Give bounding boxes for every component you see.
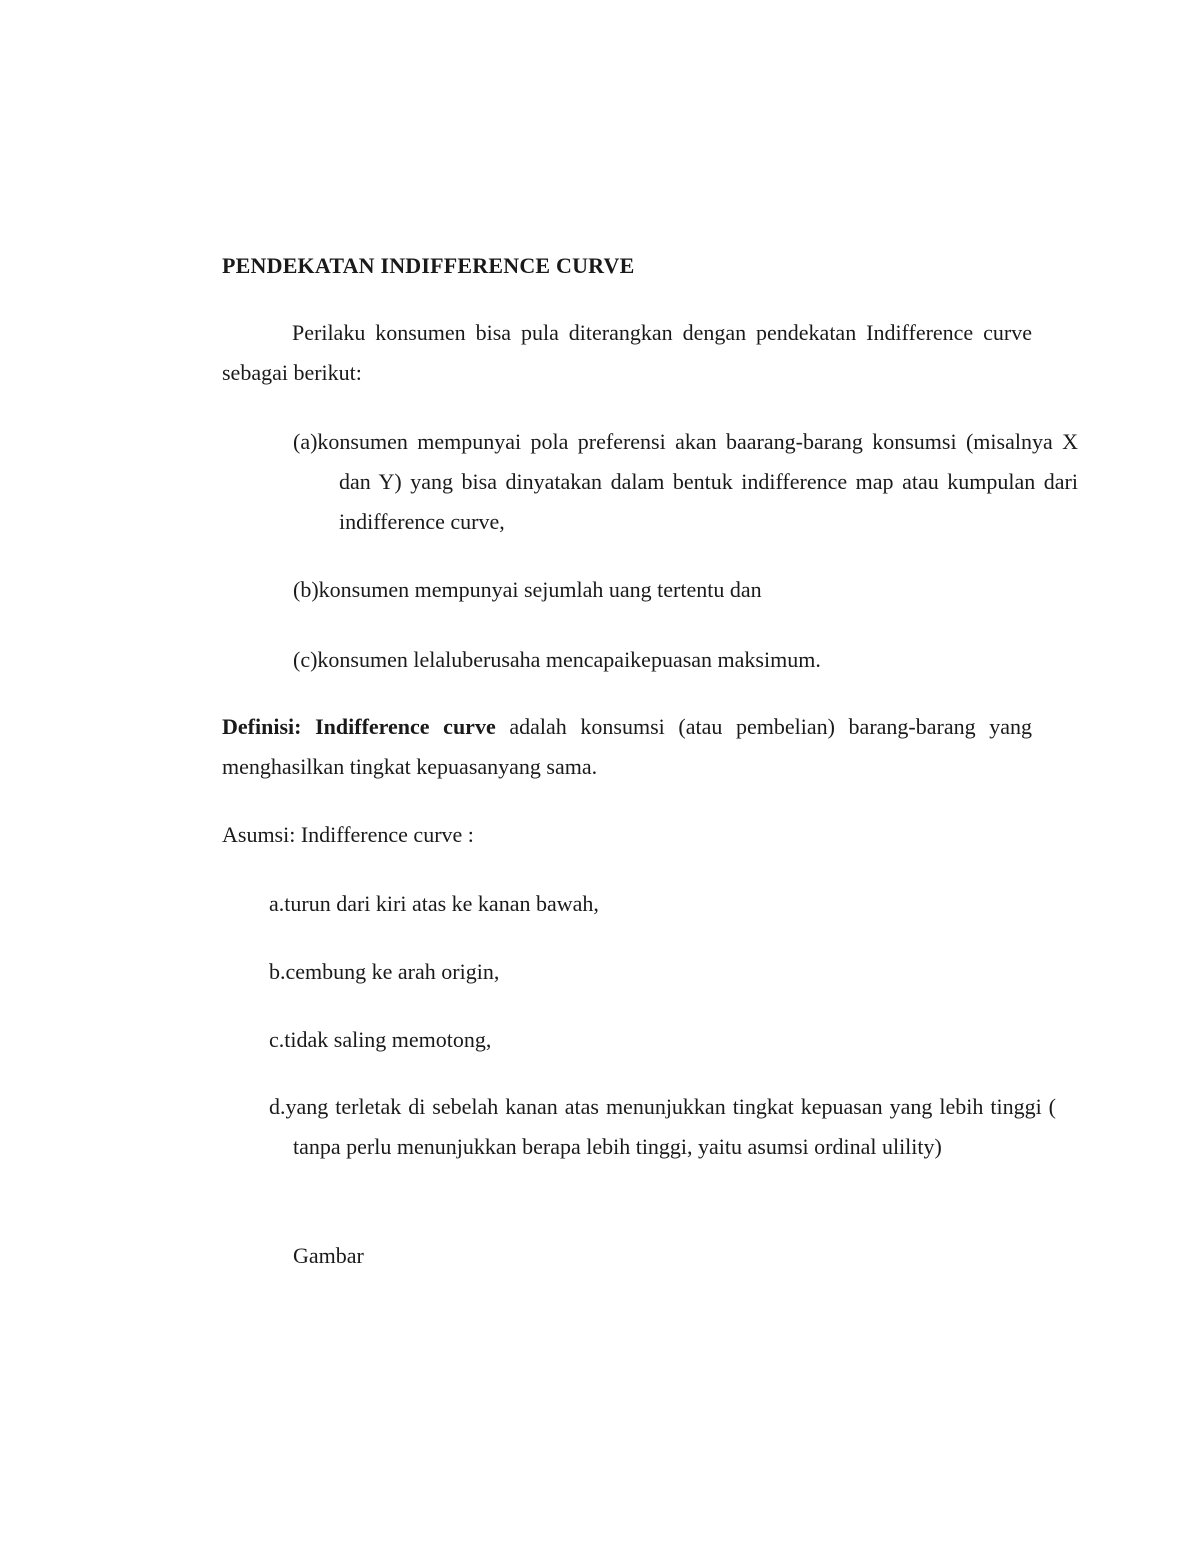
definition-term: Indifference curve [315,714,496,739]
list-item-a: (a)konsumen mempunyai pola preferensi akan baarang-barang konsumsi (misalnya X dan Y) yang bisa dinyatakan dalam bentuk indifference map atau kumpulan dari indifference curve, [293,429,1078,534]
assumption-item-d: d.yang terletak di sebelah kanan atas menunjukkan tingkat kepuasan yang lebih tinggi ( tanpa perlu menunjukkan berapa lebih tinggi, yaitu asumsi ordinal ulility) [269,1094,1056,1159]
list-item-b: (b)konsumen mempunyai sejumlah uang tertentu dan [293,577,762,602]
assumption-item-a: a.turun dari kiri atas ke kanan bawah, [269,891,599,916]
definition-text: adalah konsumsi (atau pembelian) barang-barang yang menghasilkan tingkat kepuasanyang sama. [222,714,1032,779]
figure-label: Gambar [293,1243,364,1268]
definition-label: Definisi: [222,714,302,739]
assumption-item-c: c.tidak saling memotong, [269,1027,492,1052]
assumption-heading: Asumsi: Indifference curve : [222,822,474,847]
document-title: PENDEKATAN INDIFFERENCE CURVE [222,253,635,278]
assumption-item-b: b.cembung ke arah origin, [269,959,500,984]
list-item-c: (c)konsumen lelaluberusaha mencapaikepuasan maksimum. [293,647,821,672]
intro-paragraph: Perilaku konsumen bisa pula diterangkan dengan pendekatan Indifference curve sebagai berikut: [222,320,1032,385]
definition-paragraph [222,707,1032,787]
